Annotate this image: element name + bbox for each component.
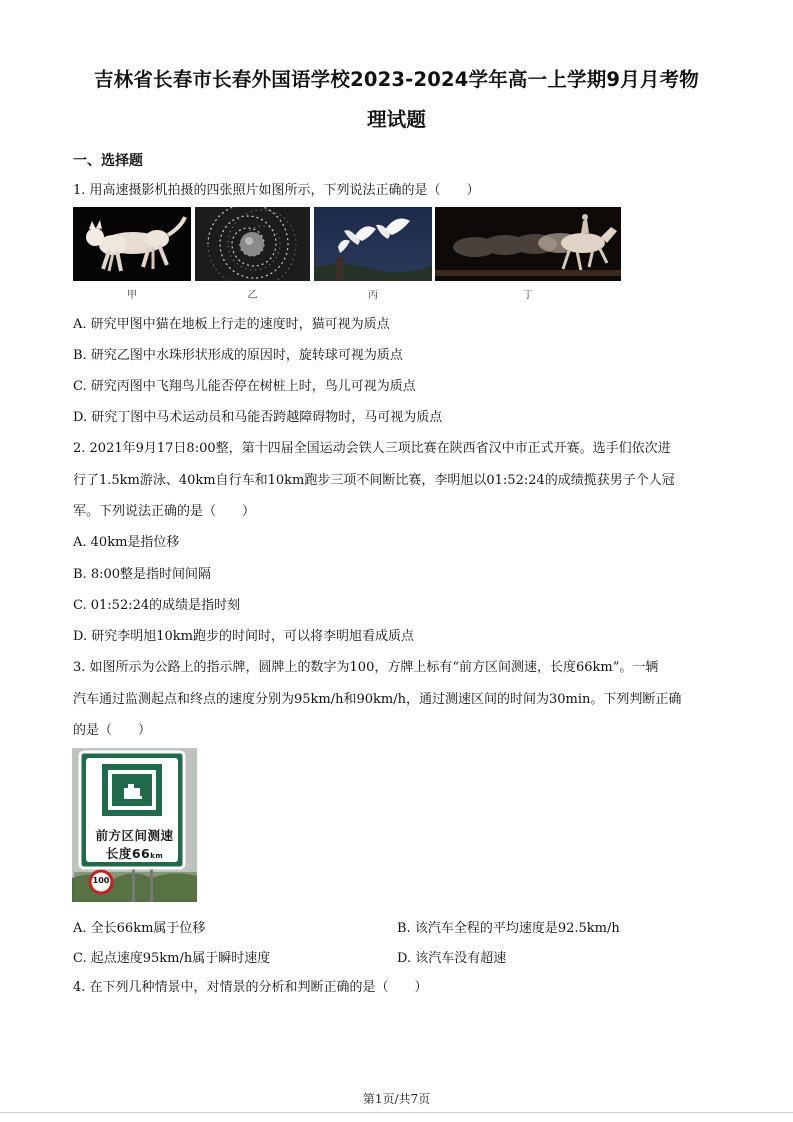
q1-option-b: B. 研究乙图中水珠形状形成的原因时，旋转球可视为质点 xyxy=(73,348,403,363)
q2-option-c: C. 01:52:24的成绩是指时刻 xyxy=(73,598,241,613)
q1-option-a: A. 研究甲图中猫在地板上行走的速度时，猫可视为质点 xyxy=(73,317,390,332)
photo-horse-rider xyxy=(435,207,621,281)
q3-option-c: C. 起点速度95km/h属于瞬时速度 xyxy=(73,951,271,966)
q1-stem: 1. 用高速摄影机拍摄的四张照片如图所示，下列说法正确的是（ ） xyxy=(73,183,480,198)
caption-bing: 丙 xyxy=(368,290,378,301)
page-title-line-2: 理试题 xyxy=(366,108,427,131)
page-footer: 第1页/共7页 xyxy=(362,1092,431,1106)
q3-stem-line-3: 的是（ ） xyxy=(73,723,152,738)
caption-ding: 丁 xyxy=(523,290,533,301)
photo-birds xyxy=(314,207,432,281)
photo-cat xyxy=(73,207,191,281)
q1-option-c: C. 研究丙图中飞翔鸟儿能否停在树桩上时，鸟儿可视为质点 xyxy=(73,379,416,394)
speed-limit-number: 100 xyxy=(92,876,110,885)
sign-text-line-1: 前方区间测速 xyxy=(95,828,174,843)
q2-stem-line-3: 军。下列说法正确的是（ ） xyxy=(73,504,256,519)
q3-option-a: A. 全长66km属于位移 xyxy=(73,921,206,936)
q3-stem-line-1: 3. 如图所示为公路上的指示牌，圆牌上的数字为100，方牌上标有“前方区间测速，长度66km”。一辆 xyxy=(73,660,659,675)
q2-option-d: D. 研究李明旭10km跑步的时间时，可以将李明旭看成质点 xyxy=(73,629,414,644)
caption-jia: 甲 xyxy=(127,290,137,301)
q2-option-a: A. 40km是指位移 xyxy=(73,535,180,550)
photo-spinning-ball xyxy=(195,207,310,281)
photo-road-sign xyxy=(72,748,197,902)
q2-stem-line-2: 行了1.5km游泳、40km自行车和10km跑步三项不间断比赛，李明旭以01:52:24的成绩揽获男子个人冠 xyxy=(73,473,675,488)
caption-yi: 乙 xyxy=(247,290,258,301)
footer-divider xyxy=(0,1112,793,1113)
q4-stem: 4. 在下列几种情景中，对情景的分析和判断正确的是（ ） xyxy=(73,980,428,995)
q3-stem-line-2: 汽车通过监测起点和终点的速度分别为95km/h和90km/h，通过测速区间的时间为30min。下列判断正确 xyxy=(73,692,682,707)
section-heading: 一、选择题 xyxy=(73,153,143,169)
q2-option-b: B. 8:00整是指时间间隔 xyxy=(73,567,212,582)
sign-text-line-2: 长度66km xyxy=(105,846,164,861)
page-title-line-1: 吉林省长春市长春外国语学校2023-2024学年高一上学期9月月考物 xyxy=(93,68,699,91)
q3-option-b: B. 该汽车全程的平均速度是92.5km/h xyxy=(397,921,620,936)
q1-option-d: D. 研究丁图中马术运动员和马能否跨越障碍物时，马可视为质点 xyxy=(73,410,443,425)
q3-option-d: D. 该汽车没有超速 xyxy=(397,951,507,966)
q2-stem-line-1: 2. 2021年9月17日8:00整，第十四届全国运动会铁人三项比赛在陕西省汉中市正式开赛。选手们依次进 xyxy=(73,441,671,456)
